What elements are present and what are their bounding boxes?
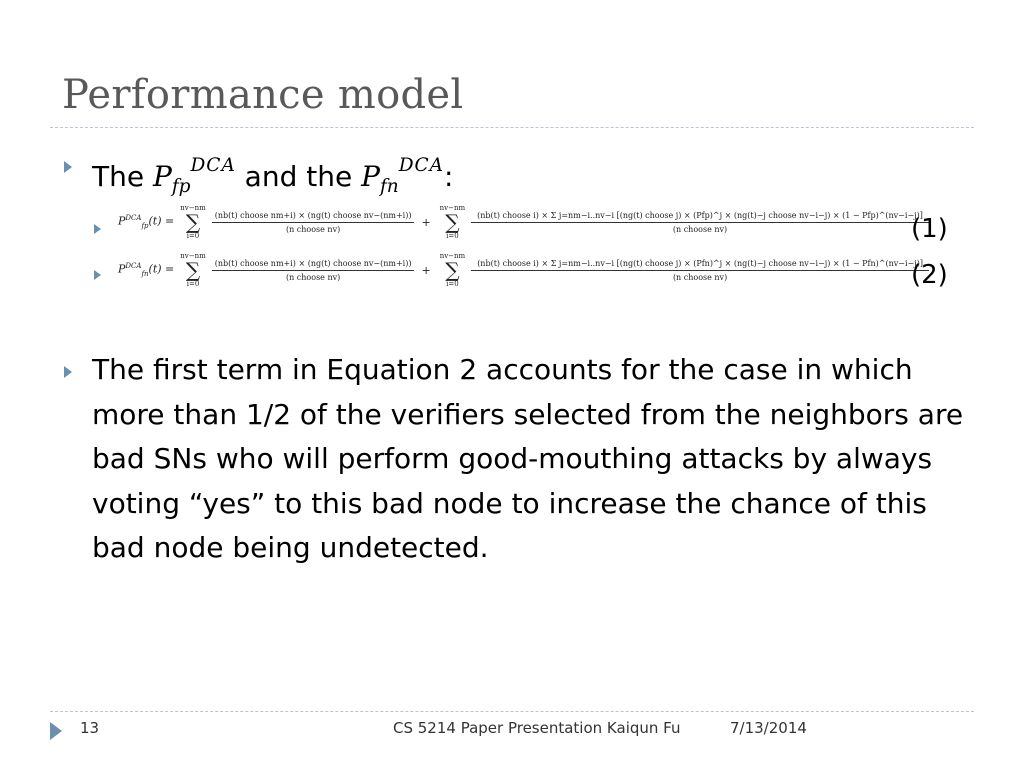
symbol-p: P — [152, 159, 172, 193]
equation-lhs: $P^{DCA}_{fp}(t)$ = — [118, 214, 175, 230]
footer-triangle-icon — [50, 722, 62, 740]
equation-2 — [118, 252, 923, 288]
fraction-term-2: (nb(t) choose i) × Σ j=nm−i..nv−i [(ng(t) choose j) × (Pfn)^j × (ng(t)−j choose nv−i−j) × (1 − Pfn)^(nv−i−j)] (n choose nv) — [471, 258, 929, 283]
footer-title: CS 5214 Paper Presentation Kaiqun Fu — [393, 719, 681, 737]
equation-1 — [118, 204, 923, 240]
plus-sign: + — [421, 215, 431, 229]
page-number: 13 — [80, 719, 100, 737]
fraction-term-1: $\frac{\text{(nb(t) choose nm+i) × (ng(t) choose nv−(nm+i))}}{\text{(n choose nv)}}$ — [212, 258, 415, 283]
bullet-triangle-icon — [64, 366, 72, 378]
bullet-intro — [92, 146, 453, 207]
symbol-sub-fp: fp — [171, 176, 191, 198]
title-divider — [50, 127, 974, 128]
summation: nv−nm ∑ i=0 — [180, 204, 206, 240]
bullet-intro-post: : — [443, 159, 454, 193]
bullet-paragraph: The first term in Equation 2 accounts for the case in which more than 1/2 of the verifiers selected from the neighbors are bad SNs who will perform good-mouthing attacks by always voting “yes” to this bad node to increase the chance of this bad node being undetected. — [92, 353, 964, 564]
slide-title: Performance model — [62, 72, 464, 118]
equation-number-1: (1) — [911, 214, 948, 244]
symbol-sub-fn: fn — [379, 176, 399, 198]
footer-divider — [50, 711, 974, 712]
fraction-term-2: (nb(t) choose i) × Σ j=nm−i..nv−i [(ng(t) choose j) × (Pfp)^j × (ng(t)−j choose nv−i−j) × (1 − Pfp)^(nv−i−j)] (n choose nv) — [471, 210, 929, 235]
symbol-sup-dca: DCA — [398, 155, 444, 176]
summation: nv−nm ∑ i=0 — [439, 252, 466, 288]
equation-number-2: (2) — [911, 260, 948, 290]
bullet-triangle-icon — [64, 161, 72, 173]
symbol-sup-dca: DCA — [190, 155, 236, 176]
summation: nv−nm ∑ i=0 — [439, 204, 466, 240]
footer-date: 7/13/2014 — [730, 719, 807, 737]
symbol-p: P — [361, 159, 380, 193]
bullet-intro-mid: and the — [235, 159, 362, 193]
sub-bullet-triangle-icon — [94, 224, 101, 234]
plus-sign: + — [421, 263, 431, 277]
summation: nv−nm ∑ i=0 — [180, 252, 206, 288]
bullet-intro-pre: The — [92, 159, 153, 193]
fraction-term-1: $\frac{\text{(nb(t) choose nm+i) × (ng(t) choose nv−(nm+i))}}{\text{(n choose nv)}}$ — [212, 210, 415, 235]
equation-lhs: $P^{DCA}_{fn}(t)$ = — [118, 262, 175, 278]
sub-bullet-triangle-icon — [94, 270, 101, 280]
